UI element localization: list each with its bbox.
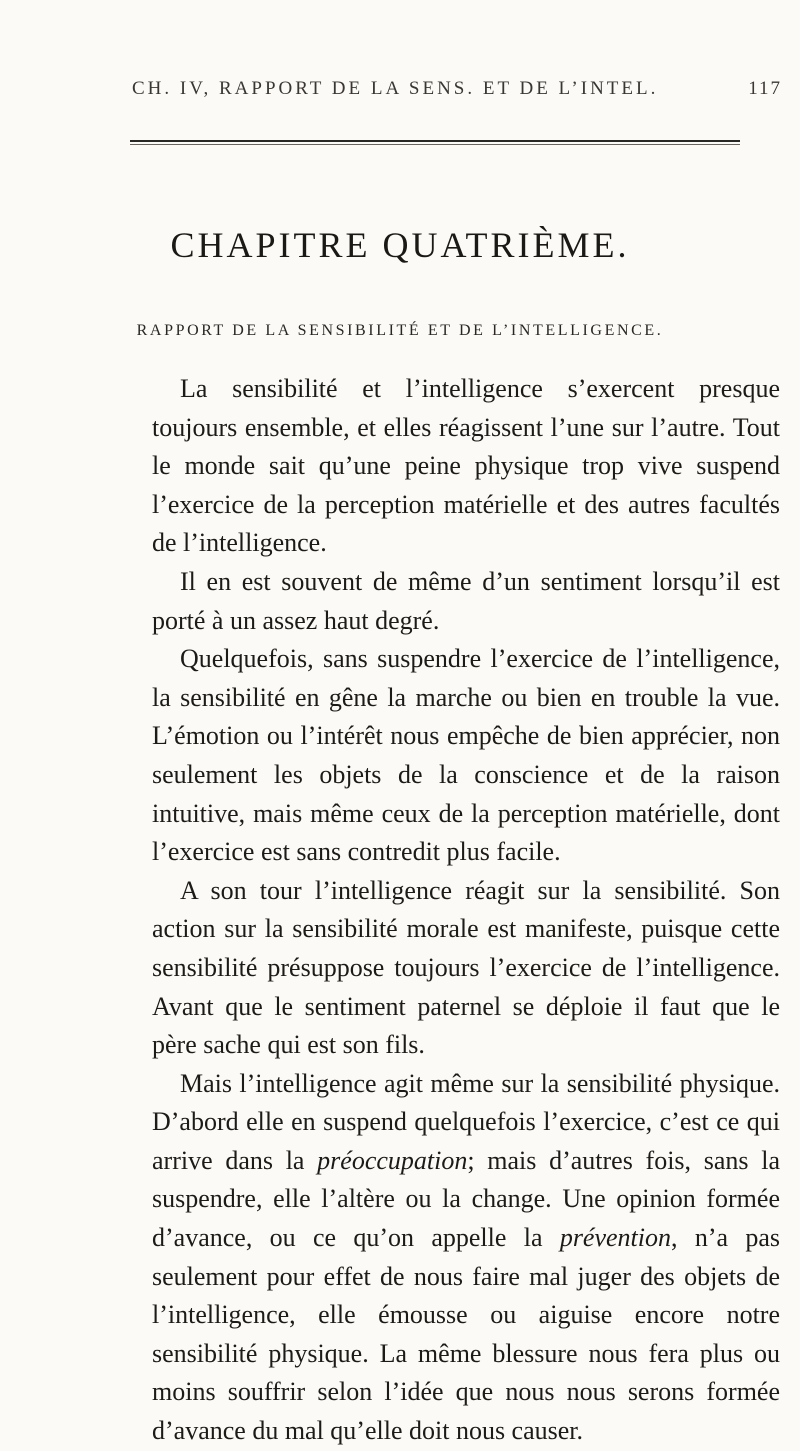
page-number: 117 <box>748 78 782 99</box>
running-head-title: CH. IV, RAPPORT DE LA SENS. ET DE L’INTEL. <box>132 78 659 99</box>
paragraph <box>152 1065 780 1451</box>
running-head <box>132 78 782 100</box>
chapter-subtitle: RAPPORT DE LA SENSIBILITÉ ET DE L’INTELLIGENCE. <box>136 322 664 339</box>
chapter-title: CHAPITRE QUATRIÈME. <box>170 225 630 265</box>
italic-term-preoccupation: préoccupation <box>317 1145 468 1175</box>
paragraph: La sensibilité et l’intelligence s’exercent presque toujours ensemble, et elles réagissent l’une sur l’autre. Tout le monde sait qu’une peine physique trop vive suspend l’exercice de la perception matérielle et des autres facultés de l’intelligence. <box>152 374 780 558</box>
paragraph: A son tour l’intelligence réagit sur la sensibilité. Son action sur la sensibilité morale est manifeste, puisque cette sensibilité présuppose toujours l’exercice de l’intelligence. Avant que le sentiment paternel se déploie il faut que le père sache qui est son fils. <box>152 875 780 1060</box>
header-rule <box>130 140 740 142</box>
paragraph-text: Mais l’intelligence agit même sur la sensibilité physique. D’abord elle en suspend quelquefois l’exercice, c’est ce qui arrive dans la <box>152 1068 780 1175</box>
paragraph-text: , n’a pas seulement pour effet de nous faire mal juger des objets de l’intelligence, elle émousse ou aiguise encore notre sensibilité physique. La même blessure nous fera plus ou moins souffrir selon l’idée que nous nous serons formée d’avance du mal qu’elle doit nous causer. <box>152 1223 780 1446</box>
body-text <box>152 370 780 1451</box>
paragraph: Quelquefois, sans suspendre l’exercice de l’intelligence, la sensibilité en gêne la marche ou bien en trouble la vue. L’émotion ou l’intérêt nous empêche de bien apprécier, non seulement les objets de la conscience et de la raison intuitive, mais même ceux de la perception matérielle, dont l’exercice est sans contredit plus facile. <box>152 644 780 867</box>
italic-term-prevention: prévention <box>559 1223 671 1253</box>
header-rule-thin <box>130 144 740 145</box>
paragraph-text: ; mais d’autres fois, sans la suspendre, elle l’altère ou la change. Une opinion formée d’avance, ou ce qu’on appelle la <box>152 1145 781 1253</box>
paragraph: Il en est souvent de même d’un sentiment lorsqu’il est porté à un assez haut degré. <box>152 566 780 635</box>
